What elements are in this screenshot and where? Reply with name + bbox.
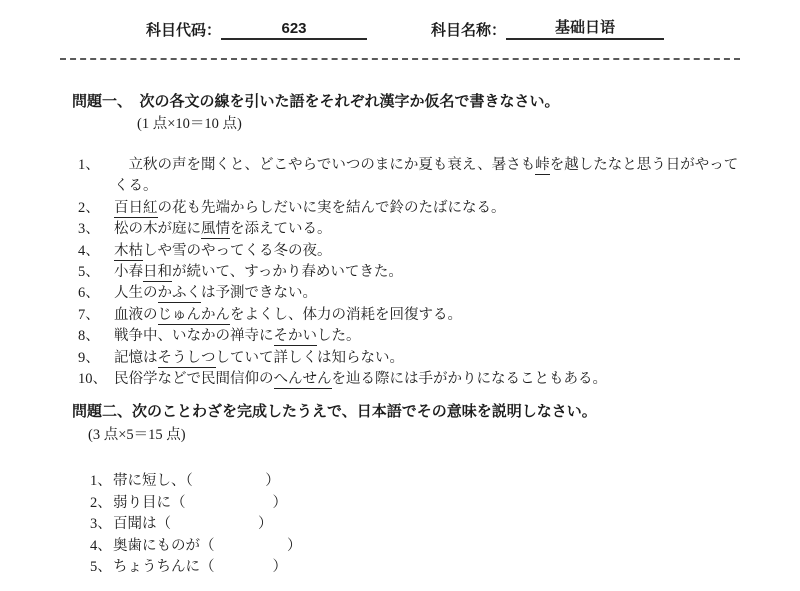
question2-title: 問題二、次のことわざを完成したうえで、日本語でその意味を説明しなさい。 <box>72 404 597 420</box>
item-number: 9、 <box>78 349 100 366</box>
sentence-text: 記憶は <box>114 349 158 366</box>
question-item <box>90 514 302 536</box>
question1-title: 問題一、 次の各文の線を引いた語をそれぞれ漢字か仮名で書きなさい。 <box>72 94 560 110</box>
subject-name-label: 科目名称： <box>431 22 507 39</box>
sentence-text: 松の木が庭に <box>114 221 201 238</box>
sentence-text: 戦争中、いなかの禅寺に <box>114 328 274 345</box>
question-item <box>90 536 302 558</box>
item-number: 4、 <box>90 537 112 554</box>
item-number: 4、 <box>78 242 100 259</box>
question1-item-list <box>78 155 783 390</box>
question-item <box>78 283 783 304</box>
sentence-text: した。 <box>317 328 361 345</box>
item-number: 2、 <box>78 199 100 216</box>
sentence-text: 帯に短し、（ ） <box>113 473 280 489</box>
sentence-text: 奥歯にものが（ ） <box>113 537 302 554</box>
sentence-text: は予測できない。 <box>201 285 317 302</box>
item-text <box>114 262 783 283</box>
question-item <box>78 369 783 390</box>
sentence-text: 人生の <box>114 285 158 302</box>
underlined-term: 風情 <box>201 221 230 238</box>
underlined-term: 木枯 <box>114 242 143 259</box>
sentence-text: 小春 <box>114 264 143 281</box>
sentence-text: していて詳しくは知らない。 <box>215 349 404 366</box>
underlined-term: かふく <box>157 285 201 302</box>
question1-points: (1 点×10＝10 点) <box>137 116 242 132</box>
sentence-text: しや雪のやってくる冬の夜。 <box>143 242 332 259</box>
sentence-text: くる。 <box>114 178 158 195</box>
item-number: 3、 <box>90 516 112 533</box>
underlined-term: そうしつ <box>157 349 216 366</box>
item-number: 3、 <box>78 221 100 238</box>
question2-item-list <box>90 471 302 579</box>
item-number: 1、 <box>90 473 112 489</box>
underlined-term: 日和 <box>143 264 172 281</box>
subject-name-value: 基础日语 <box>506 16 664 40</box>
item-number: 10、 <box>78 371 107 388</box>
underlined-term: 峠 <box>535 157 550 173</box>
sentence-text: 立秋の声を聞くと、どこやらでいつのまにか夏も衰え、暑さも <box>114 157 536 173</box>
item-text <box>113 557 302 579</box>
sentence-text: 百聞は（ ） <box>113 516 273 533</box>
document-header <box>146 16 668 40</box>
item-text <box>114 348 783 369</box>
underlined-term: へんせん <box>273 371 332 388</box>
subject-code-value: 623 <box>221 20 367 40</box>
sentence-text: を添えている。 <box>230 221 332 238</box>
sentence-text: を越したなと思う日がやって <box>549 157 739 173</box>
sentence-text: を辿る際には手がかりになることもある。 <box>331 371 607 388</box>
sentence-text: 民俗学などで民間信仰の <box>114 371 274 388</box>
item-text <box>114 369 783 390</box>
item-text <box>113 471 302 493</box>
sentence-text: をよくし、体力の消耗を回復する。 <box>230 306 462 323</box>
sentence-text: が続いて、すっかり春めいてきた。 <box>172 264 403 281</box>
question-item <box>78 155 783 198</box>
separator-dashed-line <box>60 58 740 60</box>
item-text <box>113 514 302 536</box>
item-text <box>113 536 302 558</box>
underlined-term: じゅんかん <box>157 306 230 323</box>
sentence-text: の花も先端からしだいに実を結んで鈴のたばになる。 <box>157 199 506 216</box>
question-item <box>78 326 783 347</box>
question-item <box>90 557 302 579</box>
item-number: 5、 <box>78 264 100 281</box>
item-text <box>114 219 783 240</box>
item-number: 8、 <box>78 328 100 345</box>
question-item <box>78 348 783 369</box>
item-number: 7、 <box>78 306 100 323</box>
sentence-text: ちょうちんに（ ） <box>113 559 287 576</box>
subject-code-label: 科目代码： <box>146 22 222 39</box>
question-item <box>90 471 302 493</box>
question2-points: (3 点×5＝15 点) <box>88 427 186 443</box>
item-number: 6、 <box>78 285 100 302</box>
item-text <box>114 241 783 262</box>
underlined-term: 百日紅 <box>114 199 158 216</box>
item-text <box>113 493 302 515</box>
item-number: 5、 <box>90 559 112 576</box>
question-item <box>90 493 302 515</box>
sentence-text: 血液の <box>114 306 158 323</box>
underlined-term: そかい <box>273 328 317 345</box>
item-text <box>114 155 783 198</box>
item-text <box>114 283 783 304</box>
question-item <box>78 219 783 240</box>
sentence-text: 弱り目に（ ） <box>113 494 287 511</box>
item-text <box>114 305 783 326</box>
question-item <box>78 305 783 326</box>
item-number: 2、 <box>90 494 112 511</box>
question-item <box>78 262 783 283</box>
question-item <box>78 241 783 262</box>
item-text <box>114 198 783 219</box>
item-number: 1、 <box>78 157 100 173</box>
item-text <box>114 326 783 347</box>
question-item <box>78 198 783 219</box>
